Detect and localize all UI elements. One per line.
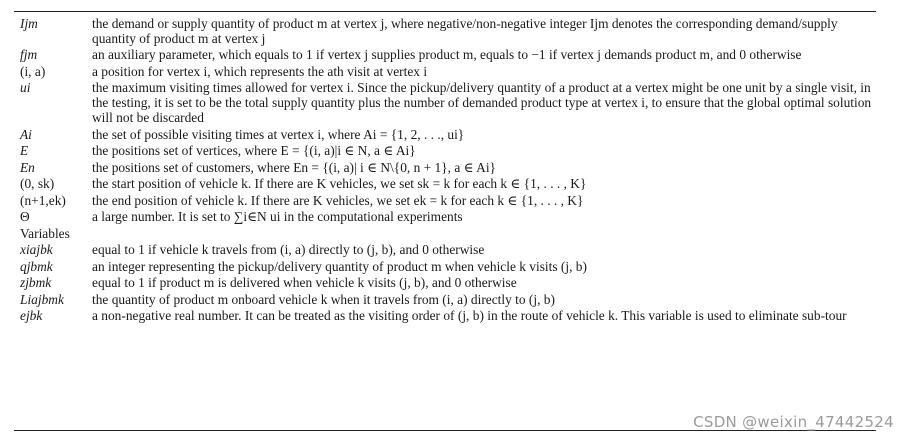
table-row <box>20 128 872 143</box>
table-row <box>20 48 872 63</box>
row-description: the end position of vehicle k. If there are K vehicles, we set ek = k for each k ∈ {1, . . . , K} <box>92 192 584 208</box>
table-row <box>20 293 872 308</box>
row-symbol: zjbmk <box>20 275 52 291</box>
table-row <box>20 260 872 275</box>
variables-heading: Variables <box>20 225 70 241</box>
table-row <box>20 194 872 209</box>
row-description: the positions set of customers, where En = {(i, a)| i ∈ N\{0, n + 1}, a ∈ Ai} <box>92 159 496 175</box>
row-description: equal to 1 if product m is delivered when vehicle k visits (j, b), and 0 otherwise <box>92 275 517 291</box>
table-row <box>20 17 872 47</box>
row-symbol: Ai <box>20 126 32 142</box>
row-symbol: Ijm <box>20 16 38 31</box>
row-description: the set of possible visiting times at vertex i, where Ai = {1, 2, . . ., ui} <box>92 126 465 142</box>
row-description: a large number. It is set to ∑i∈N ui in the computational experiments <box>92 209 463 225</box>
variables-list <box>20 243 872 324</box>
table-row <box>20 210 872 225</box>
row-symbol: En <box>20 159 35 175</box>
watermark: CSDN @weixin_47442524 <box>693 413 894 431</box>
row-symbol: qjbmk <box>20 258 53 274</box>
row-description: the maximum visiting times allowed for vertex i. Since the pickup/delivery quantity of a product at a vertex might be one unit by a single visit, in the testing, it is set to be the total supply quantity plus the number of demanded product type at vertex i, to ensure that the global optimal solution will not be discarded <box>92 80 872 126</box>
row-description: the start position of vehicle k. If there are K vehicles, we set sk = k for each k ∈ {1, . . . , K} <box>92 176 587 192</box>
row-description: equal to 1 if vehicle k travels from (i, a) directly to (j, b), and 0 otherwise <box>92 242 485 258</box>
row-description: the positions set of vertices, where E = {(i, a)|i ∈ N, a ∈ Ai} <box>92 143 416 159</box>
table-row <box>20 309 872 324</box>
table-row <box>20 144 872 159</box>
row-description: an auxiliary parameter, which equals to 1 if vertex j supplies product m, equals to −1 if vertex j demands product m, and 0 otherwise <box>92 47 802 63</box>
row-symbol: E <box>20 143 29 159</box>
row-symbol: (0, sk) <box>20 176 55 192</box>
table-row <box>20 81 872 126</box>
table-top-rule <box>14 11 876 12</box>
table-row <box>20 276 872 291</box>
row-symbol: Θ <box>20 209 30 225</box>
row-symbol: (n+1,ek) <box>20 192 66 208</box>
notation-table <box>20 17 872 326</box>
table-row <box>20 177 872 192</box>
row-description: the quantity of product m onboard vehicle k when it travels from (i, a) directly to (j, b) <box>92 291 555 307</box>
row-symbol: xiajbk <box>20 242 53 258</box>
table-row <box>20 243 872 258</box>
row-symbol: ejbk <box>20 308 43 324</box>
table-row <box>20 65 872 80</box>
row-description: an integer representing the pickup/delivery quantity of product m when vehicle k visits (j, b) <box>92 258 587 274</box>
notation-list <box>20 17 872 225</box>
row-symbol: ui <box>20 80 31 96</box>
row-symbol: fjm <box>20 47 38 63</box>
table-row <box>20 161 872 176</box>
row-description: a non-negative real number. It can be treated as the visiting order of (j, b) in the route of vehicle k. This variable is used to eliminate sub-tour <box>92 308 847 324</box>
row-symbol: Liajbmk <box>20 291 64 307</box>
row-symbol: (i, a) <box>20 63 46 79</box>
row-description: a position for vertex i, which represents the ath visit at vertex i <box>92 63 428 79</box>
row-description: the demand or supply quantity of product m at vertex j, where negative/non-negative integer Ijm denotes the corresponding demand/supply quantity of product m at vertex j <box>92 16 838 46</box>
